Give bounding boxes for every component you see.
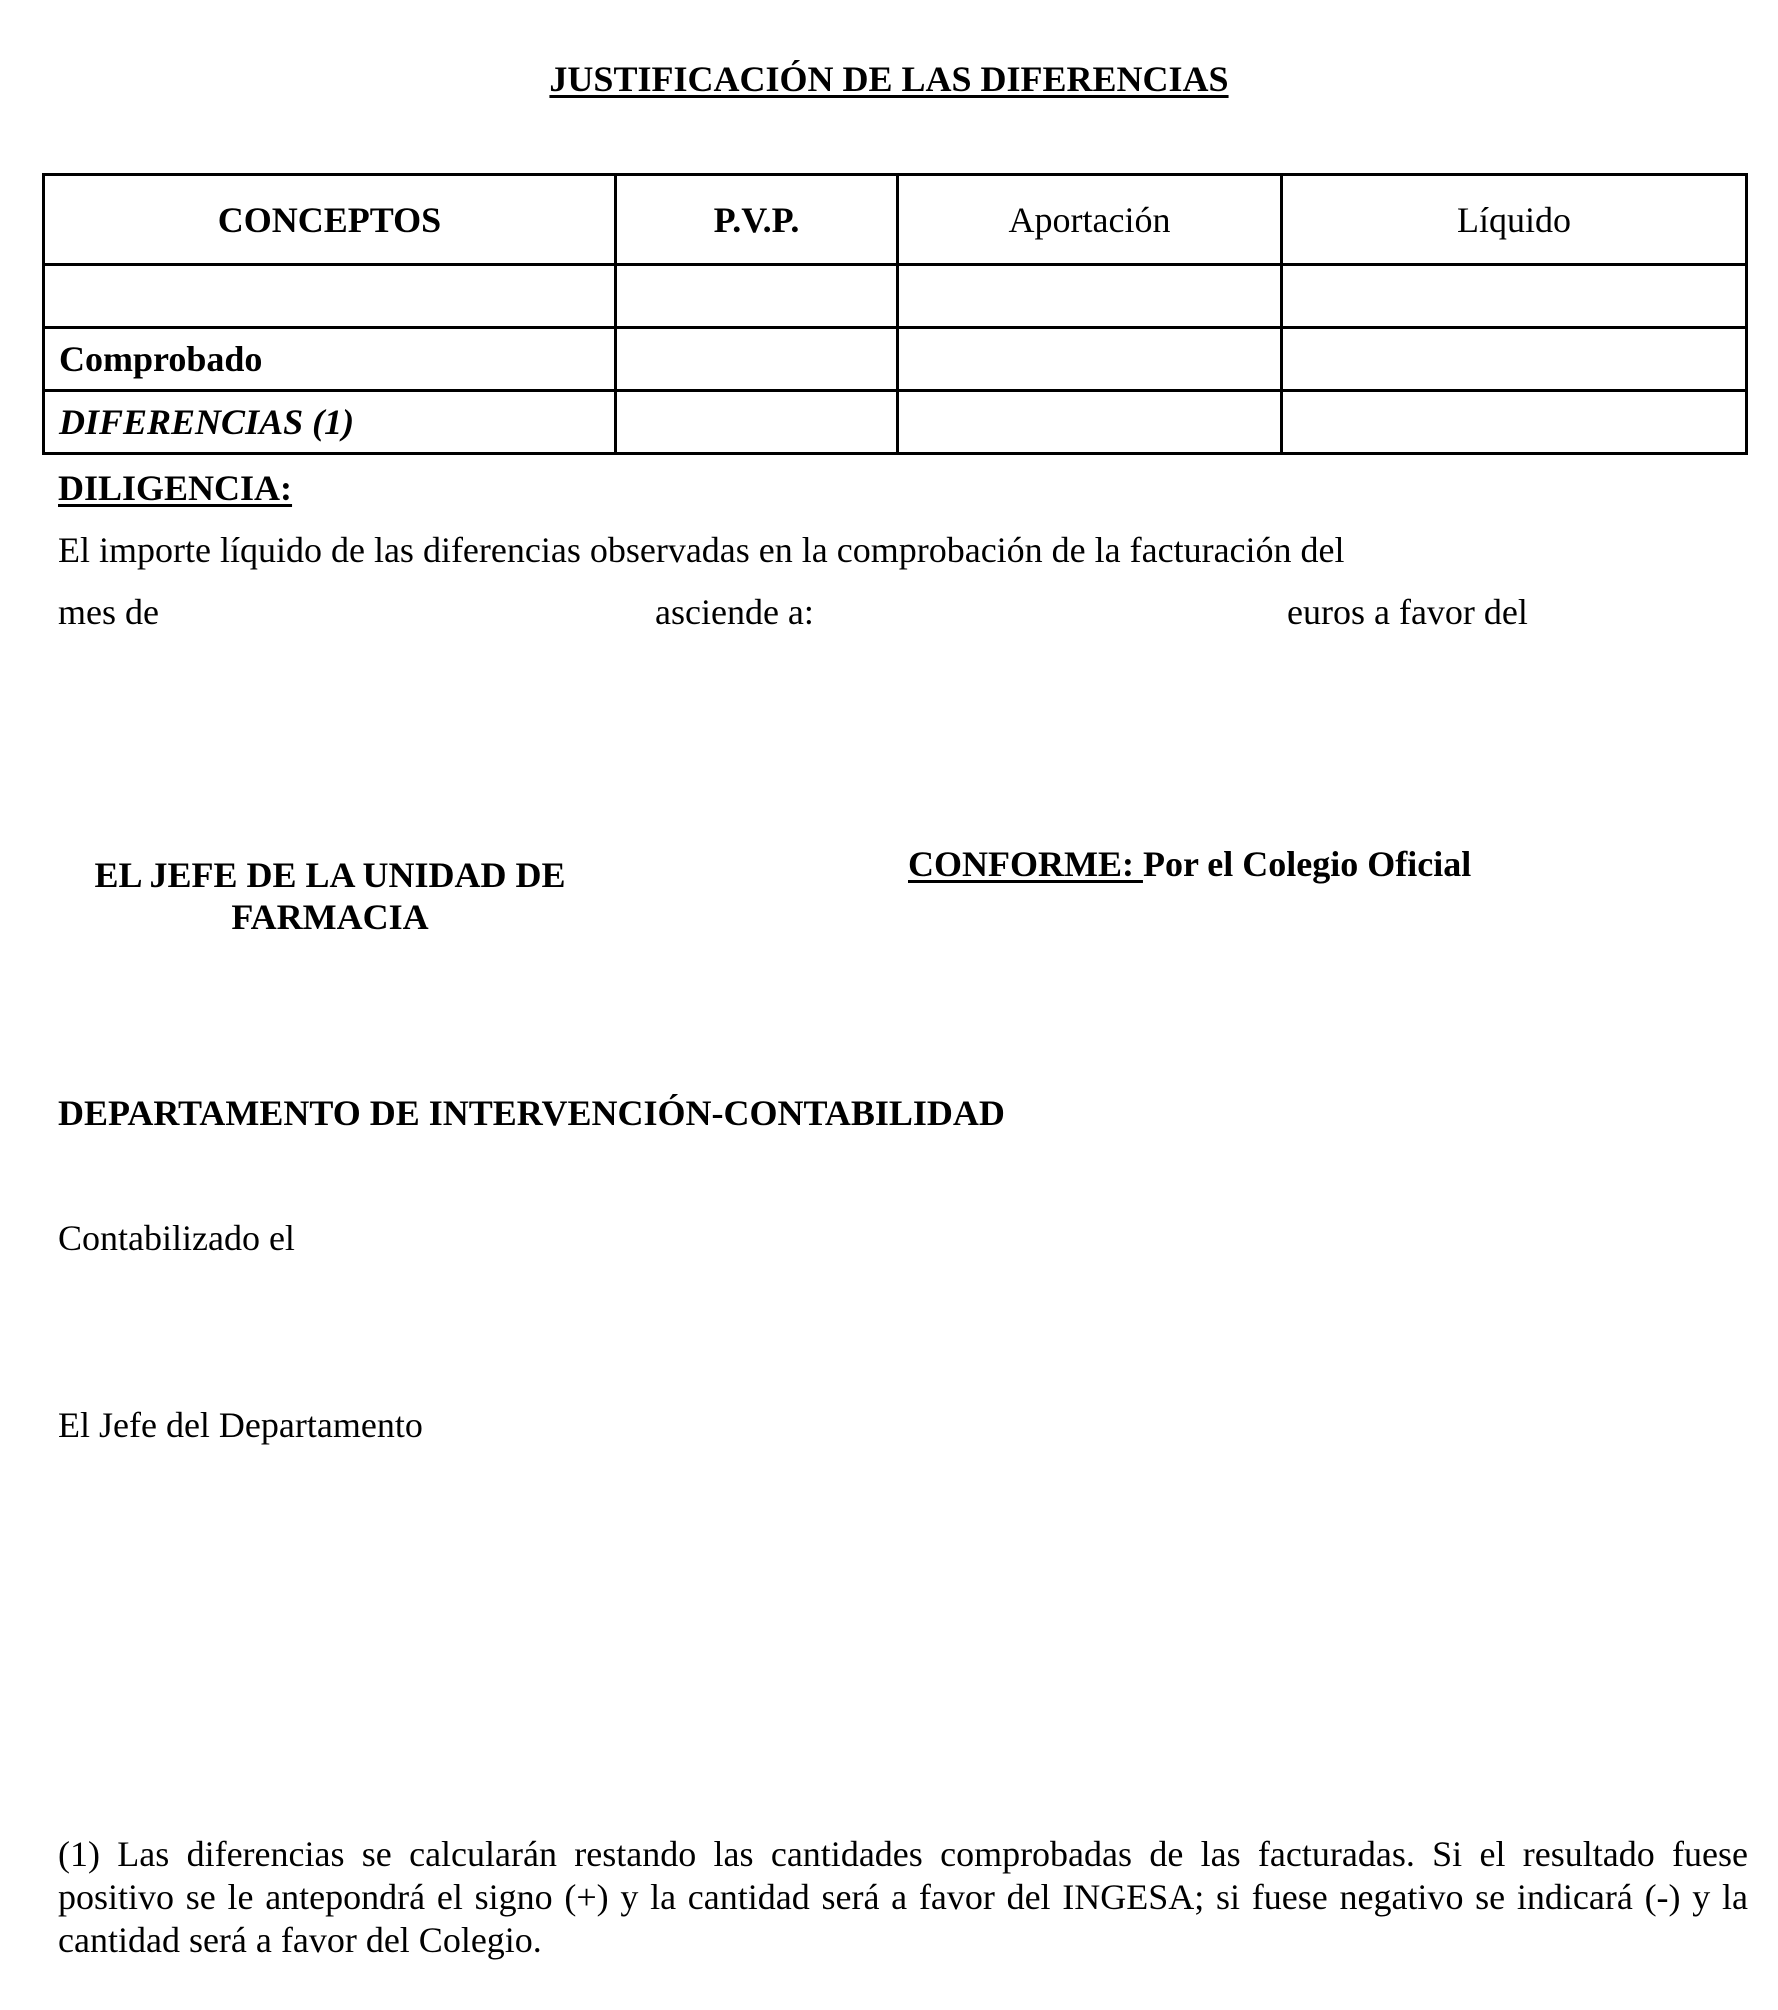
cell-liquido[interactable] <box>1282 391 1747 454</box>
page-title: JUSTIFICACIÓN DE LAS DIFERENCIAS <box>549 59 1229 99</box>
cell-aportacion[interactable] <box>898 391 1282 454</box>
differences-table <box>42 173 1748 455</box>
row-label-comprobado: Comprobado <box>44 328 616 391</box>
jefe-departamento-label: El Jefe del Departamento <box>58 1405 423 1445</box>
cell-liquido[interactable] <box>1282 328 1747 391</box>
jefe-unidad-signature: EL JEFE DE LA UNIDAD DE FARMACIA <box>94 855 566 937</box>
table-row-diferencias <box>44 391 1747 454</box>
row-label-diferencias: DIFERENCIAS (1) <box>44 391 616 454</box>
euros-label: euros a favor del <box>1287 592 1528 632</box>
asciende-label: asciende a: <box>655 592 814 632</box>
cell-concepto[interactable] <box>44 265 616 328</box>
header-aportacion: Aportación <box>898 175 1282 265</box>
conforme-block <box>908 843 1471 885</box>
table-row-comprobado <box>44 328 1747 391</box>
header-conceptos: CONCEPTOS <box>44 175 616 265</box>
conforme-text: Por el Colegio Oficial <box>1142 844 1472 884</box>
departamento-heading: DEPARTAMENTO DE INTERVENCIÓN-CONTABILIDAD <box>58 1093 1005 1133</box>
header-pvp: P.V.P. <box>616 175 898 265</box>
diligencia-text: El importe líquido de las diferencias observadas en la comprobación de la facturación del <box>58 530 1345 570</box>
cell-pvp[interactable] <box>616 265 898 328</box>
cell-aportacion[interactable] <box>898 265 1282 328</box>
cell-liquido[interactable] <box>1282 265 1747 328</box>
table-row <box>44 265 1747 328</box>
cell-aportacion[interactable] <box>898 328 1282 391</box>
cell-pvp[interactable] <box>616 328 898 391</box>
footnote: (1) Las diferencias se calcularán restando las cantidades comprobadas de las facturadas. Si el resultado fuese positivo se le antepondrá el signo (+) y la cantidad será a favor del INGESA; si fuese negativo se indicará (-) y la cantidad será a favor del Colegio. <box>58 1834 1748 1960</box>
diligencia-heading: DILIGENCIA: <box>58 468 293 508</box>
cell-pvp[interactable] <box>616 391 898 454</box>
contabilizado-label: Contabilizado el <box>58 1218 295 1258</box>
mes-label: mes de <box>58 592 159 632</box>
conforme-label: CONFORME: <box>908 844 1143 884</box>
header-liquido: Líquido <box>1282 175 1747 265</box>
table-header-row <box>44 175 1747 265</box>
